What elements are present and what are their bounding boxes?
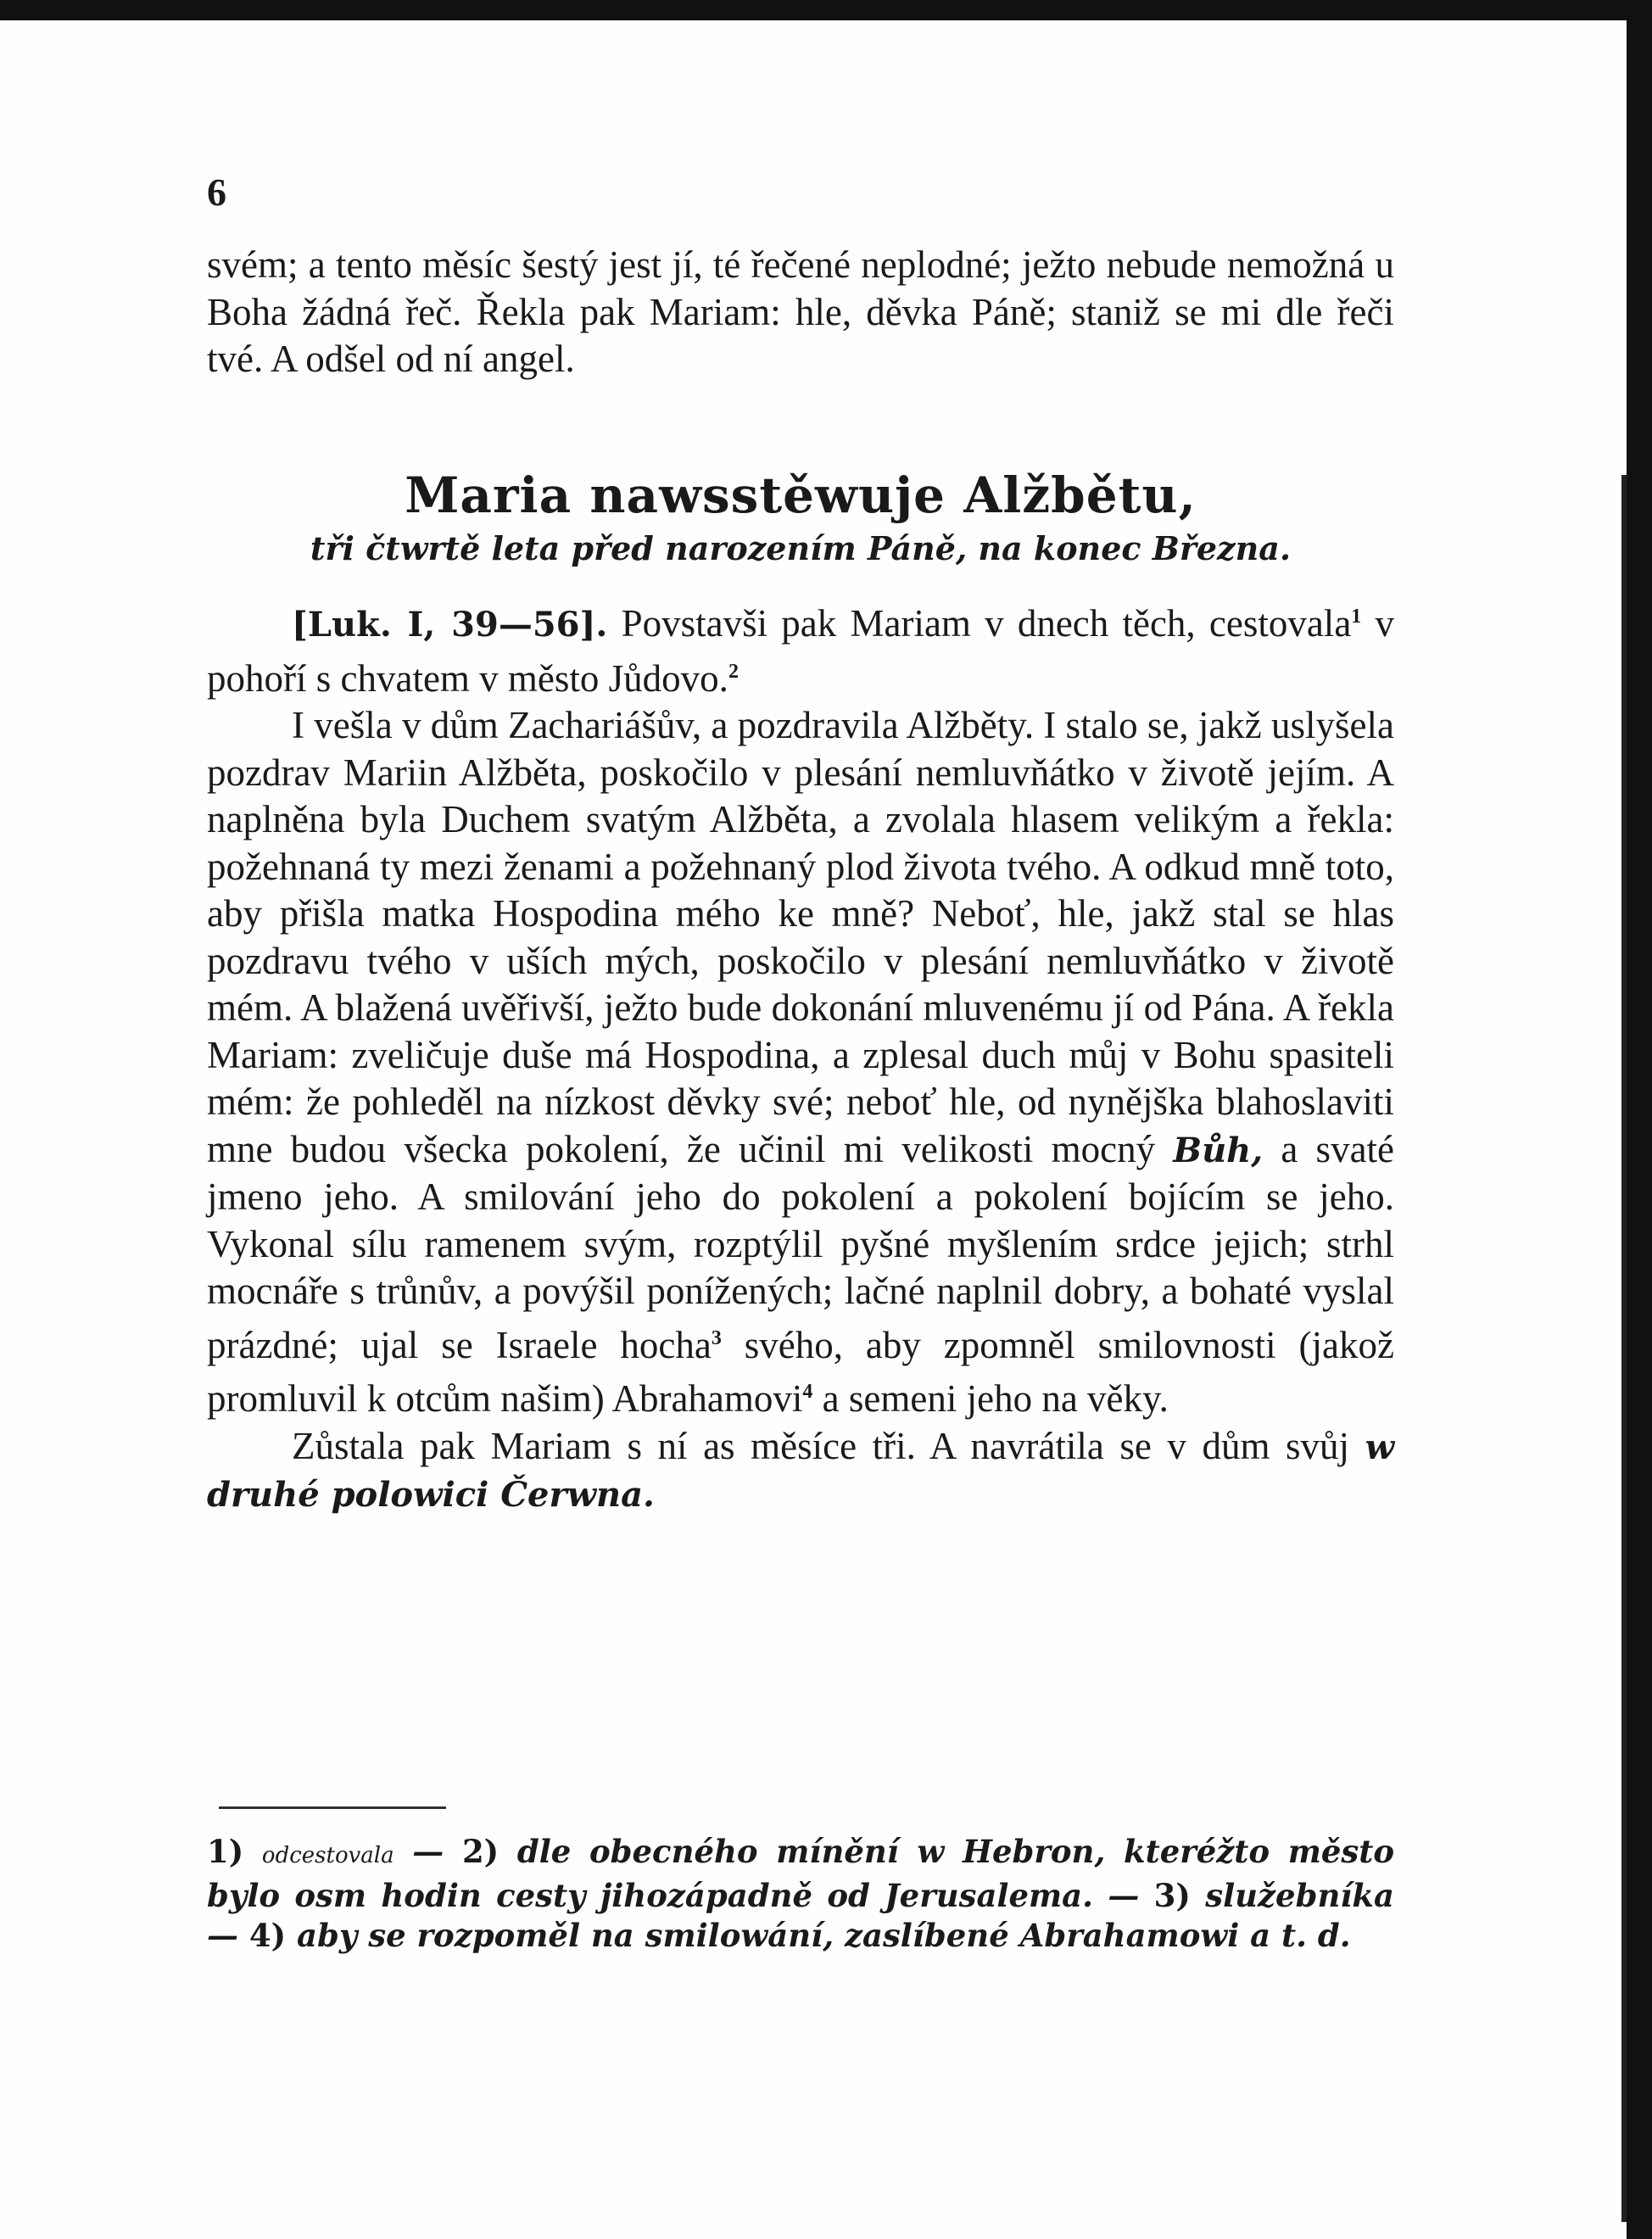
footnote-marker-4: 4 xyxy=(802,1381,813,1403)
footnote-marker-3: 3 xyxy=(711,1326,722,1349)
footnote-separator: — xyxy=(1108,1877,1140,1914)
footnote-4-number: 4) xyxy=(248,1917,287,1954)
paragraph-3-text-a: I vešla v dům Zachariášův, a pozdravila Alžběty. I stalo se, jakž uslyšela pozdrav Mariin Alžběta, poskočilo v plesání nemluvňátko v životě jejím. A naplněna byla Duchem svatým Alžběta, a zvolala hlasem velikým a řekla: požehnaná ty mezi ženami a požehnaný plod života tvého. A odkud mně toto, aby přišla matka Hospodina mého ke mně? Neboť, hle, jakž stal se hlas pozdravu tvého v uších mých, poskočilo v plesání nemluvňátko v životě mém. A blažená uvěřivší, ježto bude dokonání mluvenému jí od Pána. A řekla Mariam: zveličuje duše má Hospodina, a zplesal duch můj v Bohu spasiteli mém: že pohleděl na nízkost děvky své; neboť hle, od nynějška blahoslaviti mne budou všecka pokolení, že učinil mi velikosti mocný xyxy=(207,704,1394,1170)
paragraph-2-text-a: Povstavši pak Mariam v dnech těch, cestovala xyxy=(621,602,1352,645)
footnote-marker-2: 2 xyxy=(728,660,739,683)
footnote-separator: — xyxy=(207,1917,238,1954)
gothic-word: Bůh, xyxy=(1173,1130,1264,1170)
footnote-1-text: odcestovala xyxy=(261,1843,394,1868)
scripture-reference: [Luk. I, 39—56]. xyxy=(292,605,608,645)
footnote-4-text: aby se rozpoměl na smilowání, zaslíbené Abrahamowi a t. d. xyxy=(297,1917,1351,1954)
paragraph-4 xyxy=(207,1423,1394,1519)
paragraph-3-text-b: a svaté jmeno jeho. A smilování jeho do pokolení a pokolení bojícím se jeho. Vykonal sílu ramenem svým, rozptýlil pyšné myšlením srdce jejich; strhl mocnáře s trůnův, a povýšil ponížených; lačné naplnil dobry, a bohaté vyslal prázdné; ujal se Israele hocha xyxy=(207,1127,1395,1366)
paragraph-3-text-c: svého, aby zpomněl smilovnosti (jakož promluvil k otcům našim) Abrahamovi xyxy=(207,1323,1394,1420)
page-number: 6 xyxy=(207,170,226,214)
footnote-2-number: 2) xyxy=(461,1833,500,1870)
footnote-1-number: 1) xyxy=(207,1833,244,1870)
paragraph-3-text-d: a semeni jeho na věky. xyxy=(822,1377,1169,1420)
paragraph-3 xyxy=(207,702,1394,1423)
section-heading: Maria nawsstěwuje Alžbětu, xyxy=(405,466,1197,524)
paragraph-1-text: svém; a tento měsíc šestý jest jí, té řečené neplodné; ježto nebude nemožná u Boha žádná řeč. Řekla pak Mariam: hle, děvka Páně; staniž se mi dle řeči tvé. A odšel od ní angel. xyxy=(207,243,1394,380)
paragraph-2 xyxy=(207,594,1394,702)
paragraph-4-text: Zůstala pak Mariam s ní as měsíce tři. A navrátila se v dům svůj xyxy=(292,1424,1350,1467)
page-border-top xyxy=(0,0,1652,20)
footnote-separator: — xyxy=(412,1833,444,1870)
footnote-rule xyxy=(219,1806,446,1809)
footnote-marker-1: 1 xyxy=(1351,606,1362,628)
footnote-3-text: služebníka xyxy=(1205,1877,1395,1914)
footnotes xyxy=(207,1832,1394,1956)
paragraph-2-text-b: v pohoří s chvatem v město Jůdovo. xyxy=(207,602,1394,700)
footnote-3-number: 3) xyxy=(1153,1877,1191,1914)
section-subheading: tři čtwrtě leta před narozením Páně, na konec Března. xyxy=(310,529,1292,567)
paragraph-4-gothic: w druhé polowici Čerwna. xyxy=(207,1427,1395,1515)
main-text xyxy=(207,594,1394,1519)
paragraph-1 xyxy=(207,242,1394,383)
footnote-2-text: dle obecného mínění w Hebron, kteréžto město bylo osm hodin cesty jihozápadně od Jerusalema. xyxy=(207,1833,1394,1914)
page-edge-line xyxy=(1621,475,1627,2222)
page-border-right xyxy=(1627,0,1652,2239)
